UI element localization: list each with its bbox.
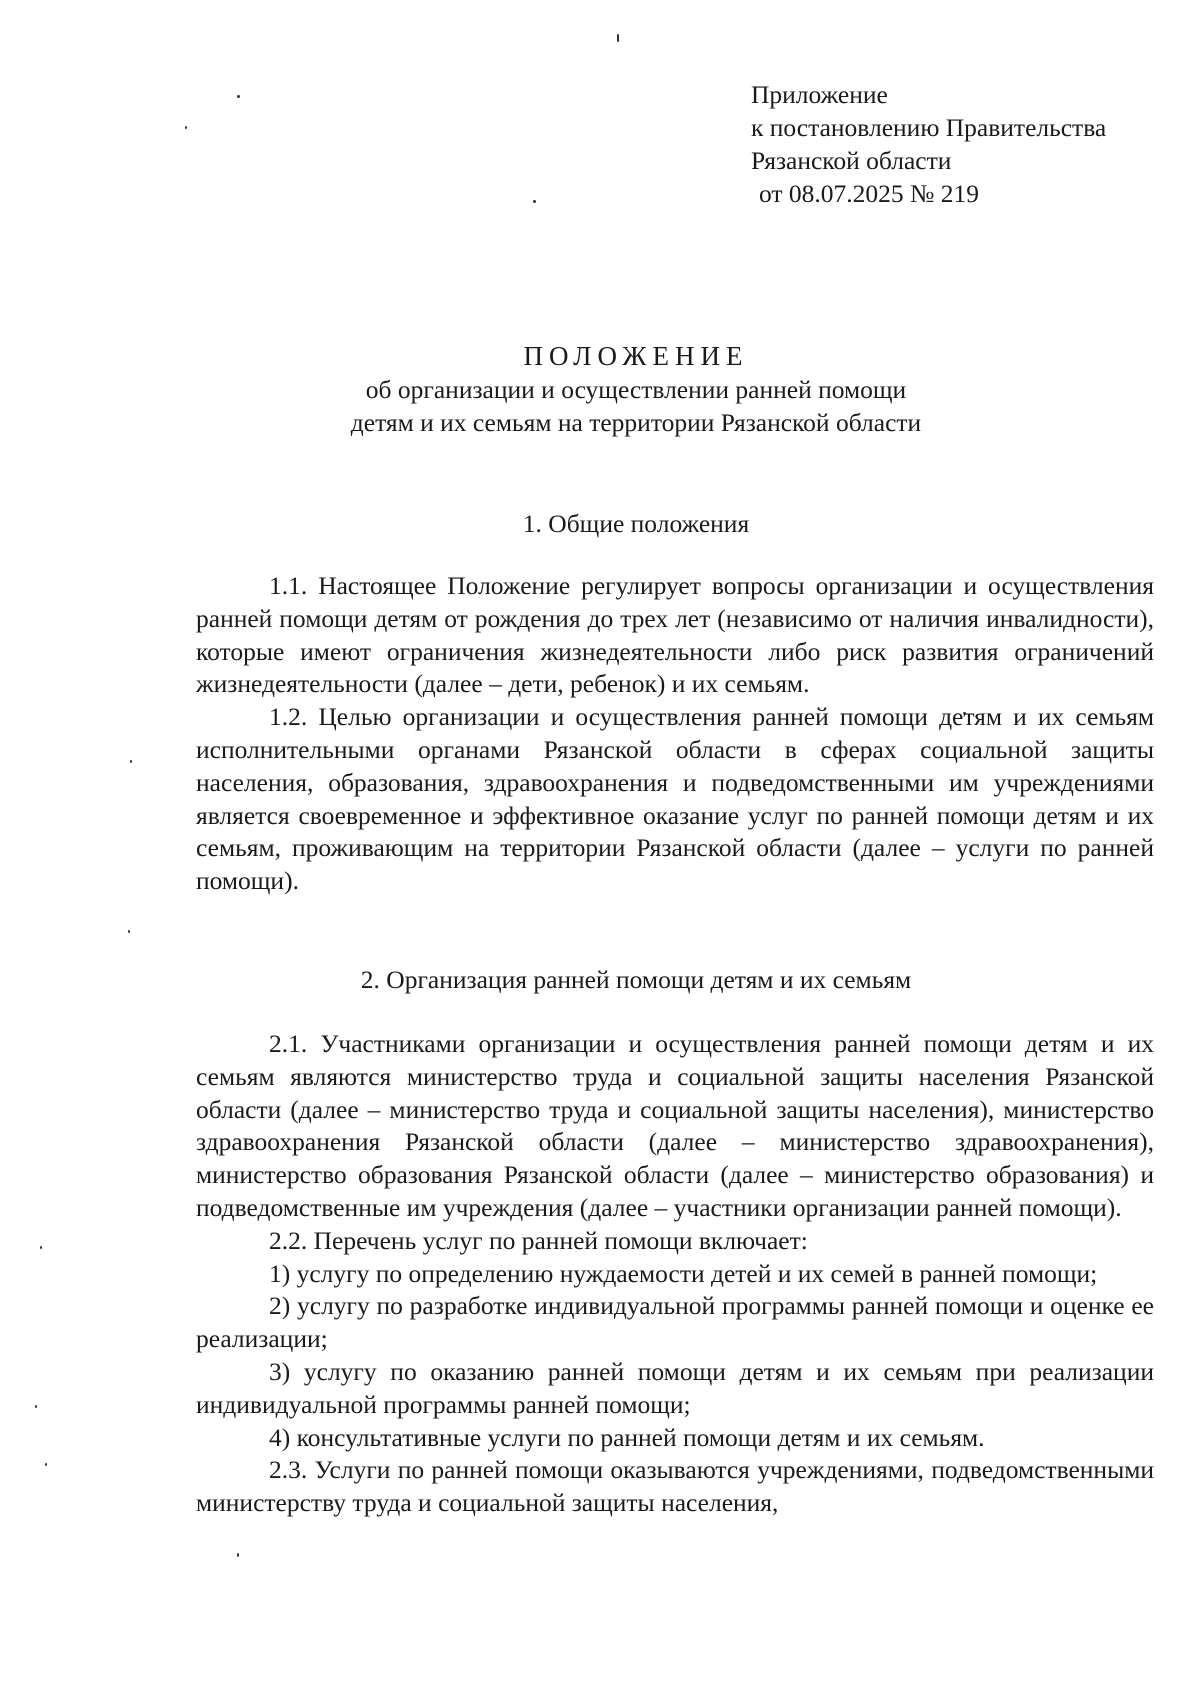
section-2-heading: 2. Организация ранней помощи детям и их семьям [360, 965, 912, 994]
scan-speck [185, 126, 187, 129]
scan-speck [533, 200, 536, 203]
title-subtitle-line2: детям и их семьям на территории Рязанской области [350, 408, 922, 437]
scan-speck [617, 34, 619, 42]
title-main: ПОЛОЖЕНИЕ [523, 341, 749, 371]
section-2-body [196, 1028, 1154, 1520]
scan-speck [237, 95, 240, 98]
scan-speck [45, 1463, 47, 1466]
list-item-4: 4) консультативные услуги по ранней помощи детям и их семьям. [269, 1422, 985, 1452]
list-item-3: 3) услугу по оказанию ранней помощи детям и их семьям при реализации индивидуальной программы ранней помощи; [196, 1356, 1154, 1419]
title-subtitle-line1: об организации и осуществлении ранней помощи [365, 375, 907, 404]
scan-speck [130, 760, 132, 763]
scan-speck [237, 1553, 239, 1557]
annex-date-number: от 08.07.2025 № 219 [759, 179, 980, 208]
annex-resolution: к постановлению Правительства [751, 113, 1107, 142]
list-item-1: 1) услугу по определению нуждаемости детей и их семей в ранней помощи; [269, 1258, 1098, 1288]
scan-speck [35, 1405, 37, 1408]
paragraph-1-2: 1.2. Целью организации и осуществления ранней помощи детям и их семьям исполнительными органами Рязанской области в сферах социальной защиты населения, образования, здравоохранения и подведомственными им учреждениями является своевременное и эффективное оказание услуг по ранней помощи детям и их семьям, проживающим на территории Рязанской области (далее – услуги по ранней помощи). [196, 702, 1154, 896]
scan-speck [128, 930, 130, 933]
paragraph-2-3: 2.3. Услуги по ранней помощи оказываются учреждениями, подведомственными министерству труда и социальной защиты населения, [196, 1455, 1154, 1518]
paragraph-1-1: 1.1. Настоящее Положение регулирует вопросы организации и осуществления ранней помощи детям от рождения до трех лет (независимо от наличия инвалидности), которые имеют ограничения жизнедеятельности либо риск развития ограничений жизнедеятельности (далее – дети, ребенок) и их семьям. [196, 571, 1154, 699]
document-title [0, 340, 1200, 439]
annex-header [751, 78, 1106, 210]
paragraph-2-1: 2.1. Участниками организации и осуществления ранней помощи детям и их семьям являются министерство труда и социальной защиты населения Рязанской области (далее – министерство труда и социальной защиты населения), министерство здравоохранения Рязанской области (далее – министерство здравоохранения), министерство образования Рязанской области (далее – министерство образования) и подведомственные им учреждения (далее – участники организации ранней помощи). [196, 1029, 1154, 1222]
paragraph-2-2: 2.2. Перечень услуг по ранней помощи включает: [269, 1225, 808, 1255]
list-item-2: 2) услугу по разработке индивидуальной программы ранней помощи и оценке ее реализации; [196, 1291, 1154, 1354]
annex-title: Приложение [751, 80, 888, 109]
scan-speck [40, 1246, 42, 1249]
section-1-body [196, 570, 1154, 898]
section-1-heading: 1. Общие положения [522, 509, 750, 538]
annex-region: Рязанской области [751, 146, 952, 175]
